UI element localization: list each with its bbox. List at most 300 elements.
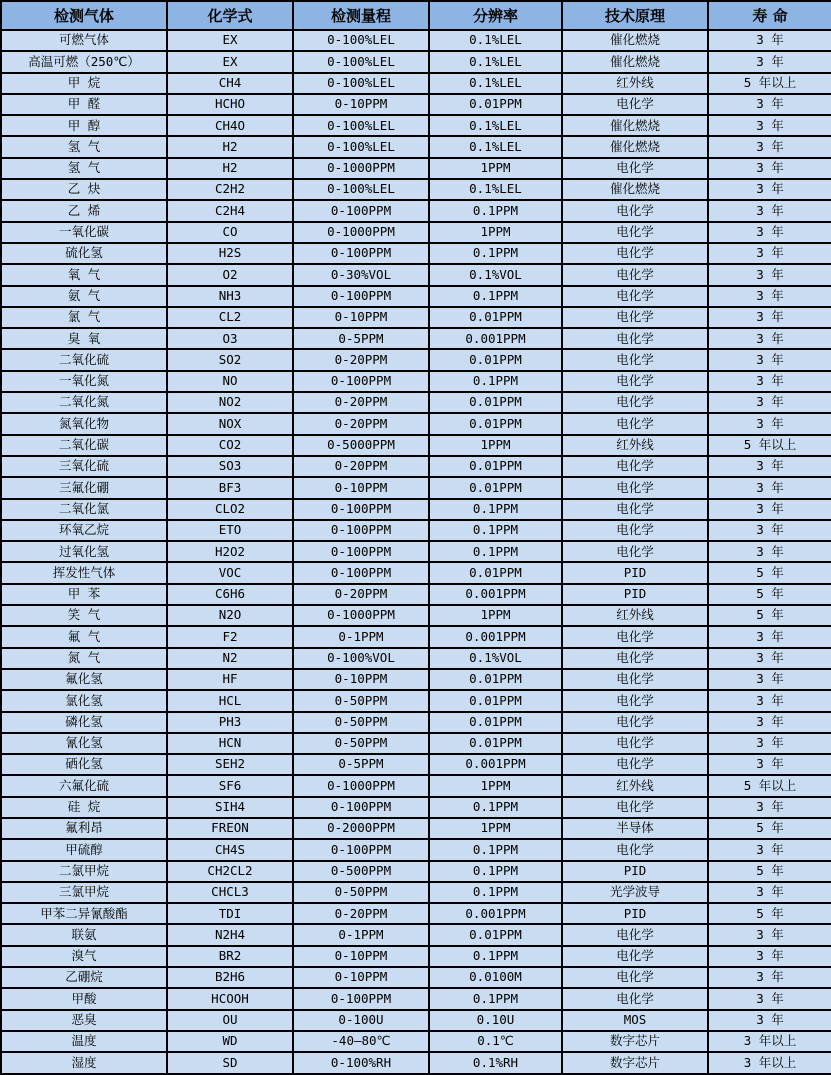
cell-lifespan: 5 年 [708,818,831,839]
cell-range: 0-100%LEL [293,115,429,136]
table-row [1,797,831,818]
cell-formula: ETO [167,520,293,541]
cell-range: 0-5PPM [293,754,429,775]
cell-range: 0-100PPM [293,562,429,583]
cell-principle: 电化学 [562,754,708,775]
cell-formula: N2 [167,648,293,669]
cell-range: 0-100PPM [293,839,429,860]
cell-lifespan: 3 年 [708,648,831,669]
table-row [1,775,831,796]
cell-principle: 电化学 [562,158,708,179]
table-row [1,712,831,733]
cell-lifespan: 3 年 [708,733,831,754]
cell-formula: CO2 [167,435,293,456]
cell-resolution: 1PPM [429,605,562,626]
table-header [1,1,831,30]
cell-principle: 电化学 [562,200,708,221]
cell-resolution: 0.1%LEL [429,73,562,94]
cell-resolution: 0.01PPM [429,924,562,945]
cell-lifespan: 3 年 [708,349,831,370]
cell-lifespan: 3 年 [708,499,831,520]
cell-gas: 可燃气体 [1,30,167,51]
cell-lifespan: 3 年以上 [708,1031,831,1052]
cell-formula: NO [167,371,293,392]
cell-range: 0-5000PPM [293,435,429,456]
cell-principle: 电化学 [562,648,708,669]
cell-range: 0-1000PPM [293,158,429,179]
cell-gas: 二氯甲烷 [1,861,167,882]
cell-gas: 二氧化氯 [1,499,167,520]
cell-formula: CO [167,222,293,243]
cell-resolution: 0.0100M [429,967,562,988]
cell-range: 0-100U [293,1010,429,1031]
cell-formula: NOX [167,413,293,434]
cell-formula: FREON [167,818,293,839]
cell-gas: 一氧化氮 [1,371,167,392]
cell-principle: 催化燃烧 [562,30,708,51]
cell-principle: 电化学 [562,477,708,498]
cell-range: 0-5PPM [293,328,429,349]
column-header-formula: 化学式 [167,1,293,30]
table-row [1,392,831,413]
cell-resolution: 0.001PPM [429,584,562,605]
table-row [1,371,831,392]
table-row [1,818,831,839]
cell-gas: 乙 炔 [1,179,167,200]
cell-range: 0-100%LEL [293,136,429,157]
cell-range: 0-1000PPM [293,222,429,243]
cell-lifespan: 3 年 [708,371,831,392]
cell-gas: 氯 气 [1,307,167,328]
table-row [1,115,831,136]
table-row [1,200,831,221]
cell-formula: C2H4 [167,200,293,221]
table-row [1,648,831,669]
cell-range: 0-100%LEL [293,51,429,72]
cell-formula: CLO2 [167,499,293,520]
cell-formula: C2H2 [167,179,293,200]
cell-gas: 磷化氢 [1,712,167,733]
cell-gas: 一氧化碳 [1,222,167,243]
cell-gas: 二氧化硫 [1,349,167,370]
cell-lifespan: 3 年 [708,222,831,243]
cell-lifespan: 3 年 [708,946,831,967]
cell-lifespan: 3 年 [708,51,831,72]
cell-principle: 电化学 [562,94,708,115]
cell-resolution: 0.1℃ [429,1031,562,1052]
table-row [1,839,831,860]
cell-resolution: 0.01PPM [429,733,562,754]
cell-range: 0-10PPM [293,946,429,967]
cell-gas: 乙硼烷 [1,967,167,988]
cell-principle: 红外线 [562,435,708,456]
cell-formula: N2O [167,605,293,626]
cell-range: 0-100PPM [293,541,429,562]
cell-resolution: 0.1%LEL [429,30,562,51]
cell-lifespan: 3 年 [708,1010,831,1031]
cell-principle: MOS [562,1010,708,1031]
cell-resolution: 0.01PPM [429,690,562,711]
cell-resolution: 0.1PPM [429,200,562,221]
table-row [1,477,831,498]
cell-range: 0-100%LEL [293,179,429,200]
table-row [1,264,831,285]
cell-lifespan: 3 年 [708,179,831,200]
cell-principle: 电化学 [562,349,708,370]
cell-principle: 电化学 [562,456,708,477]
table-row [1,903,831,924]
cell-principle: 电化学 [562,243,708,264]
cell-lifespan: 3 年 [708,456,831,477]
cell-range: 0-500PPM [293,861,429,882]
cell-range: 0-100PPM [293,286,429,307]
cell-resolution: 0.01PPM [429,562,562,583]
cell-gas: 硒化氢 [1,754,167,775]
cell-lifespan: 5 年 [708,861,831,882]
cell-gas: 甲苯二异氰酸酯 [1,903,167,924]
cell-principle: 电化学 [562,690,708,711]
cell-gas: 过氧化氢 [1,541,167,562]
cell-lifespan: 3 年 [708,924,831,945]
table-row [1,413,831,434]
cell-formula: H2S [167,243,293,264]
cell-range: 0-50PPM [293,712,429,733]
table-row [1,924,831,945]
cell-formula: O3 [167,328,293,349]
cell-gas: 联氨 [1,924,167,945]
cell-formula: PH3 [167,712,293,733]
cell-gas: 硫化氢 [1,243,167,264]
cell-formula: SEH2 [167,754,293,775]
cell-principle: 数字芯片 [562,1052,708,1074]
cell-range: 0-100PPM [293,200,429,221]
table-row [1,158,831,179]
table-row [1,605,831,626]
cell-formula: CL2 [167,307,293,328]
cell-gas: 氨 气 [1,286,167,307]
cell-range: 0-10PPM [293,94,429,115]
column-header-principle: 技术原理 [562,1,708,30]
cell-gas: 甲硫醇 [1,839,167,860]
cell-gas: 挥发性气体 [1,562,167,583]
column-header-range: 检测量程 [293,1,429,30]
cell-gas: 溴气 [1,946,167,967]
table-row [1,541,831,562]
cell-resolution: 1PPM [429,158,562,179]
table-row [1,690,831,711]
cell-range: 0-10PPM [293,669,429,690]
cell-formula: B2H6 [167,967,293,988]
cell-resolution: 0.1PPM [429,499,562,520]
cell-principle: 电化学 [562,328,708,349]
table-row [1,520,831,541]
cell-formula: SD [167,1052,293,1074]
cell-gas: 氮 气 [1,648,167,669]
cell-range: 0-1000PPM [293,775,429,796]
cell-lifespan: 3 年 [708,669,831,690]
cell-formula: EX [167,30,293,51]
cell-gas: 氟利昂 [1,818,167,839]
cell-gas: 三氟化硼 [1,477,167,498]
table-row [1,94,831,115]
cell-resolution: 1PPM [429,775,562,796]
cell-formula: BR2 [167,946,293,967]
table-row [1,136,831,157]
cell-lifespan: 3 年 [708,115,831,136]
cell-principle: PID [562,903,708,924]
table-row [1,562,831,583]
cell-gas: 高温可燃（250℃） [1,51,167,72]
cell-range: 0-100%VOL [293,648,429,669]
table-row [1,243,831,264]
table-row [1,882,831,903]
cell-formula: NO2 [167,392,293,413]
cell-principle: 光学波导 [562,882,708,903]
cell-gas: 臭 氧 [1,328,167,349]
cell-formula: CH4O [167,115,293,136]
cell-formula: F2 [167,626,293,647]
cell-formula: SO3 [167,456,293,477]
cell-resolution: 0.01PPM [429,413,562,434]
cell-lifespan: 3 年 [708,477,831,498]
cell-principle: PID [562,562,708,583]
cell-principle: 电化学 [562,222,708,243]
cell-gas: 三氧化硫 [1,456,167,477]
cell-lifespan: 3 年 [708,541,831,562]
cell-formula: BF3 [167,477,293,498]
cell-lifespan: 3 年 [708,136,831,157]
cell-range: 0-50PPM [293,882,429,903]
cell-gas: 氰化氢 [1,733,167,754]
cell-principle: 半导体 [562,818,708,839]
cell-principle: 红外线 [562,73,708,94]
cell-range: 0-100PPM [293,988,429,1009]
table-row [1,456,831,477]
cell-lifespan: 5 年以上 [708,73,831,94]
cell-lifespan: 3 年 [708,286,831,307]
cell-resolution: 0.01PPM [429,712,562,733]
cell-resolution: 0.1PPM [429,797,562,818]
table-row [1,967,831,988]
cell-range: 0-100PPM [293,243,429,264]
cell-principle: 催化燃烧 [562,51,708,72]
cell-lifespan: 3 年 [708,626,831,647]
cell-gas: 恶臭 [1,1010,167,1031]
table-row [1,222,831,243]
table-row [1,30,831,51]
cell-lifespan: 5 年 [708,584,831,605]
cell-lifespan: 3 年以上 [708,1052,831,1074]
cell-principle: 催化燃烧 [562,179,708,200]
cell-range: 0-10PPM [293,307,429,328]
cell-gas: 硅 烷 [1,797,167,818]
column-header-gas: 检测气体 [1,1,167,30]
column-header-resolution: 分辨率 [429,1,562,30]
cell-resolution: 0.1PPM [429,243,562,264]
table-row [1,51,831,72]
cell-lifespan: 5 年 [708,562,831,583]
cell-lifespan: 5 年以上 [708,775,831,796]
cell-principle: PID [562,861,708,882]
table-row [1,754,831,775]
cell-range: 0-20PPM [293,392,429,413]
cell-range: 0-100PPM [293,797,429,818]
cell-principle: 催化燃烧 [562,136,708,157]
table-row [1,73,831,94]
cell-range: -40—80℃ [293,1031,429,1052]
cell-resolution: 0.1PPM [429,946,562,967]
cell-principle: 电化学 [562,626,708,647]
cell-resolution: 0.10U [429,1010,562,1031]
table-row [1,286,831,307]
cell-formula: CH4 [167,73,293,94]
cell-range: 0-100%RH [293,1052,429,1074]
cell-formula: TDI [167,903,293,924]
table-row [1,328,831,349]
cell-formula: H2O2 [167,541,293,562]
cell-gas: 六氟化硫 [1,775,167,796]
cell-lifespan: 3 年 [708,158,831,179]
cell-gas: 氢 气 [1,158,167,179]
cell-lifespan: 3 年 [708,307,831,328]
cell-range: 0-1PPM [293,626,429,647]
cell-resolution: 0.1%VOL [429,264,562,285]
cell-resolution: 0.1PPM [429,520,562,541]
cell-lifespan: 3 年 [708,30,831,51]
table-row [1,349,831,370]
cell-lifespan: 3 年 [708,839,831,860]
cell-resolution: 0.1PPM [429,882,562,903]
cell-resolution: 0.1%RH [429,1052,562,1074]
cell-lifespan: 3 年 [708,264,831,285]
cell-formula: CH4S [167,839,293,860]
cell-gas: 甲 烷 [1,73,167,94]
cell-lifespan: 5 年 [708,903,831,924]
cell-gas: 环氧乙烷 [1,520,167,541]
cell-gas: 三氯甲烷 [1,882,167,903]
cell-range: 0-1PPM [293,924,429,945]
cell-principle: 电化学 [562,712,708,733]
cell-gas: 氧 气 [1,264,167,285]
cell-principle: 电化学 [562,371,708,392]
cell-resolution: 0.01PPM [429,392,562,413]
cell-range: 0-20PPM [293,349,429,370]
cell-resolution: 1PPM [429,818,562,839]
cell-principle: 催化燃烧 [562,115,708,136]
cell-gas: 氮氧化物 [1,413,167,434]
cell-range: 0-20PPM [293,413,429,434]
cell-resolution: 0.001PPM [429,754,562,775]
cell-resolution: 0.1PPM [429,541,562,562]
cell-principle: 电化学 [562,541,708,562]
cell-lifespan: 3 年 [708,882,831,903]
cell-formula: EX [167,51,293,72]
table-row [1,946,831,967]
cell-resolution: 0.1%LEL [429,136,562,157]
cell-resolution: 0.001PPM [429,328,562,349]
cell-principle: 电化学 [562,392,708,413]
cell-range: 0-20PPM [293,584,429,605]
cell-principle: 电化学 [562,839,708,860]
cell-formula: HCOOH [167,988,293,1009]
cell-range: 0-10PPM [293,477,429,498]
cell-resolution: 0.1PPM [429,371,562,392]
column-header-lifespan: 寿 命 [708,1,831,30]
cell-lifespan: 3 年 [708,94,831,115]
cell-resolution: 0.01PPM [429,307,562,328]
cell-gas: 温度 [1,1031,167,1052]
cell-range: 0-50PPM [293,690,429,711]
cell-principle: 电化学 [562,520,708,541]
cell-resolution: 0.1%LEL [429,115,562,136]
cell-resolution: 0.01PPM [429,349,562,370]
cell-principle: 红外线 [562,605,708,626]
cell-gas: 氯化氢 [1,690,167,711]
cell-formula: H2 [167,158,293,179]
cell-gas: 笑 气 [1,605,167,626]
cell-resolution: 0.1%VOL [429,648,562,669]
cell-lifespan: 3 年 [708,200,831,221]
table-row [1,1010,831,1031]
cell-resolution: 0.1PPM [429,839,562,860]
table-row [1,861,831,882]
cell-formula: OU [167,1010,293,1031]
cell-principle: 红外线 [562,775,708,796]
cell-lifespan: 3 年 [708,967,831,988]
table-row [1,499,831,520]
table-row [1,669,831,690]
cell-formula: SIH4 [167,797,293,818]
table-row [1,733,831,754]
cell-lifespan: 3 年 [708,988,831,1009]
cell-gas: 甲酸 [1,988,167,1009]
cell-resolution: 1PPM [429,435,562,456]
table-row [1,988,831,1009]
cell-resolution: 1PPM [429,222,562,243]
cell-principle: 电化学 [562,413,708,434]
cell-formula: CH2CL2 [167,861,293,882]
cell-range: 0-100%LEL [293,73,429,94]
cell-principle: 电化学 [562,307,708,328]
cell-formula: VOC [167,562,293,583]
cell-gas: 乙 烯 [1,200,167,221]
cell-range: 0-20PPM [293,456,429,477]
cell-principle: 电化学 [562,946,708,967]
cell-range: 0-20PPM [293,903,429,924]
cell-gas: 氟化氢 [1,669,167,690]
cell-principle: 电化学 [562,499,708,520]
cell-principle: 电化学 [562,286,708,307]
cell-range: 0-30%VOL [293,264,429,285]
table-row [1,1052,831,1074]
cell-gas: 氟 气 [1,626,167,647]
cell-lifespan: 3 年 [708,520,831,541]
cell-lifespan: 3 年 [708,797,831,818]
cell-resolution: 0.1PPM [429,861,562,882]
table-row [1,179,831,200]
cell-principle: PID [562,584,708,605]
header-row [1,1,831,30]
cell-range: 0-1000PPM [293,605,429,626]
cell-principle: 电化学 [562,988,708,1009]
cell-lifespan: 3 年 [708,712,831,733]
cell-resolution: 0.1PPM [429,286,562,307]
cell-principle: 电化学 [562,264,708,285]
cell-formula: WD [167,1031,293,1052]
cell-gas: 甲 苯 [1,584,167,605]
cell-resolution: 0.001PPM [429,626,562,647]
cell-formula: N2H4 [167,924,293,945]
